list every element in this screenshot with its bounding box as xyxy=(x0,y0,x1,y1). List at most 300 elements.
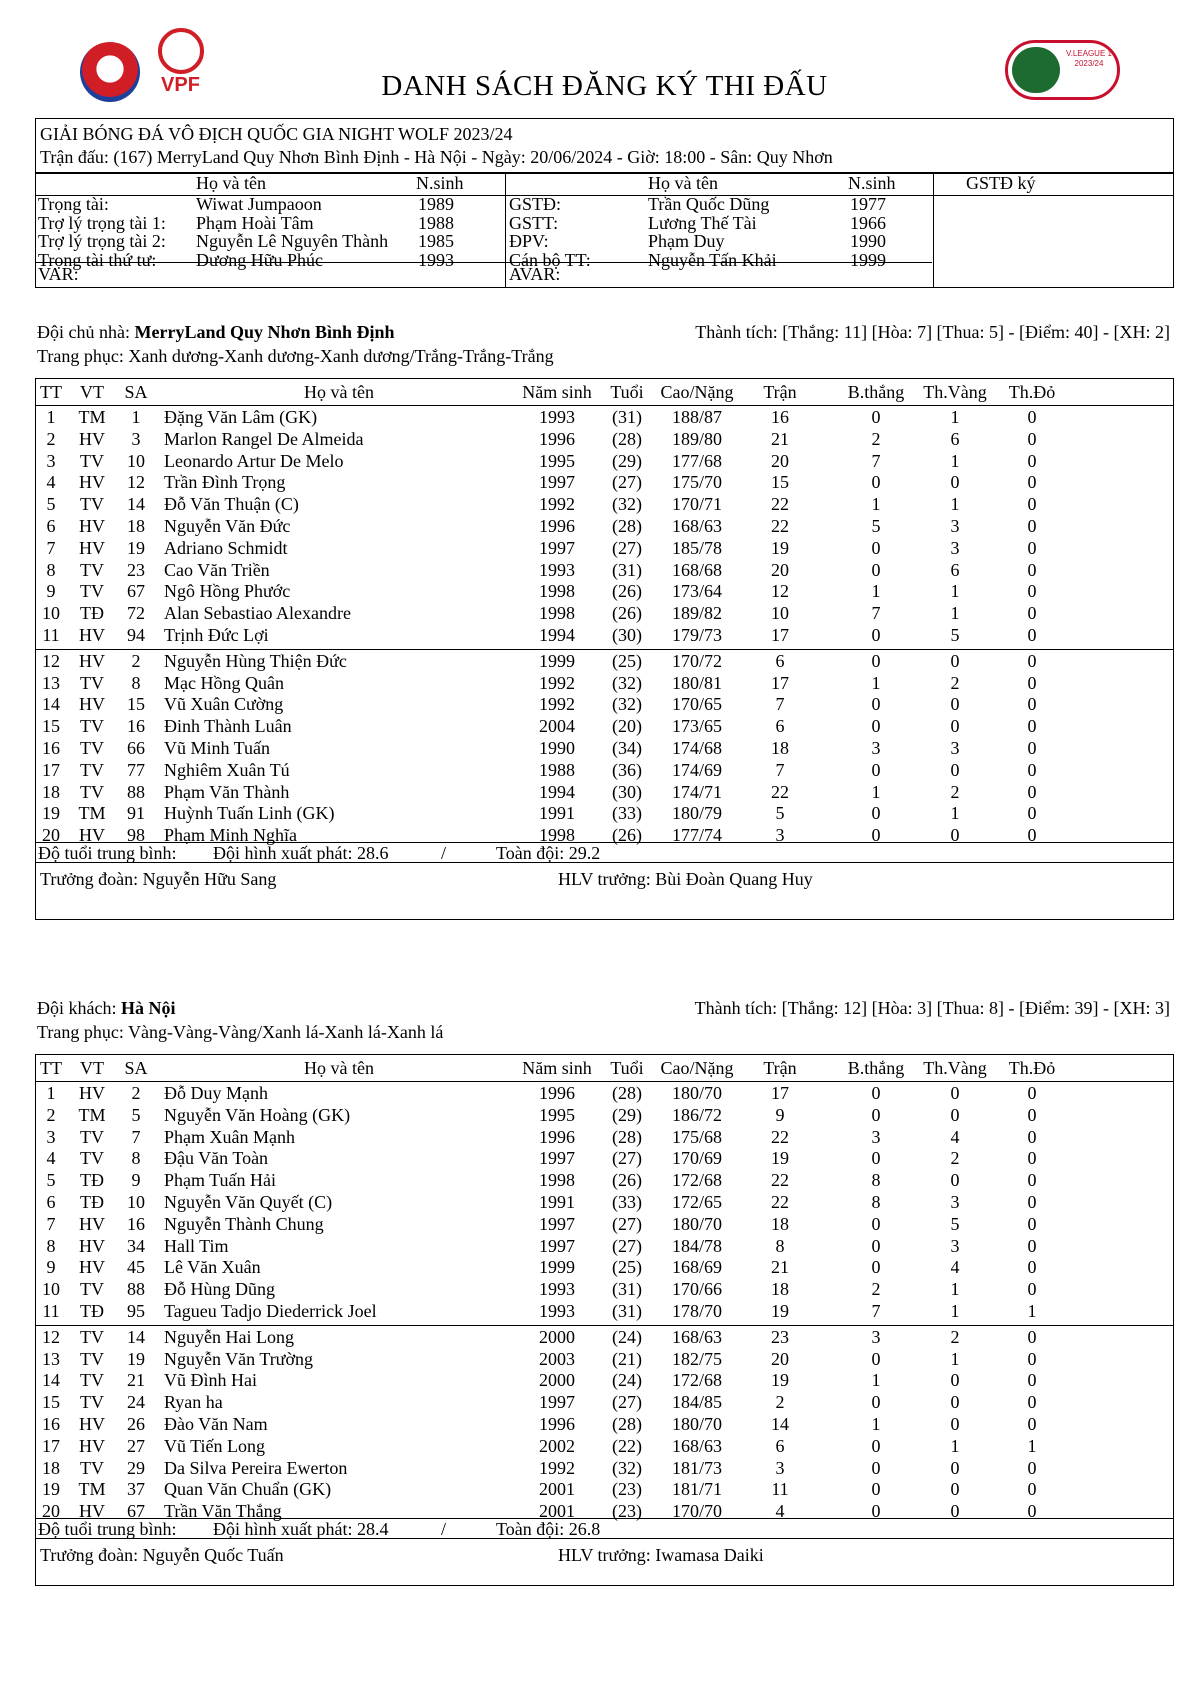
official-birth: 1989 xyxy=(418,194,454,214)
goals: 0 xyxy=(871,650,881,671)
position: HV xyxy=(79,1501,105,1522)
player-name: Đỗ Văn Thuận (C) xyxy=(164,494,299,515)
tt: 11 xyxy=(42,625,60,645)
away-team-kit: Trang phục: Vàng-Vàng-Vàng/Xanh lá-Xanh lá-Xanh lá xyxy=(37,1022,444,1042)
birth-year: 1999 xyxy=(539,1257,575,1278)
official-name: Dương Hữu Phúc xyxy=(196,249,324,270)
red-cards: 0 xyxy=(1027,1370,1037,1391)
player-name: Vũ Xuân Cường xyxy=(164,694,284,715)
height-weight: 182/75 xyxy=(671,1348,722,1369)
table-row xyxy=(36,1300,1173,1322)
matches: 2 xyxy=(775,1392,785,1413)
officials-col-birth: N.sinh xyxy=(416,173,464,193)
matches: 19 xyxy=(771,537,789,558)
away-staff-box xyxy=(35,1538,1174,1586)
away-team-header xyxy=(35,996,1174,1044)
age: (34) xyxy=(612,738,642,758)
tt: 8 xyxy=(46,1235,56,1256)
position: TV xyxy=(80,738,104,758)
yellow-cards: 5 xyxy=(950,625,960,645)
tt: 6 xyxy=(46,516,56,536)
player-name: Nguyễn Thành Chung xyxy=(164,1213,324,1234)
goals: 7 xyxy=(871,1301,881,1321)
height-weight: 189/82 xyxy=(671,603,722,624)
red-cards: 0 xyxy=(1027,516,1037,536)
table-row xyxy=(36,802,1173,824)
shirt-number: 9 xyxy=(131,1170,141,1191)
height-weight: 180/81 xyxy=(671,672,722,693)
shirt-number: 3 xyxy=(131,428,141,449)
yellow-cards: 0 xyxy=(950,759,960,780)
yellow-cards: 0 xyxy=(950,650,960,671)
age: (27) xyxy=(612,537,642,558)
table-row xyxy=(36,1326,1173,1348)
height-weight: 170/65 xyxy=(671,694,722,715)
player-name: Phạm Văn Thành xyxy=(164,781,290,802)
matches: 6 xyxy=(775,650,785,671)
tt: 5 xyxy=(46,494,56,515)
tt: 9 xyxy=(46,581,56,602)
officials-col-birth-2: N.sinh xyxy=(848,173,896,193)
player-name: Đào Văn Nam xyxy=(164,1414,268,1434)
birth-year: 1988 xyxy=(539,759,575,780)
player-name: Nguyễn Hùng Thiện Đức xyxy=(164,650,347,671)
tt: 8 xyxy=(46,559,56,580)
red-cards: 0 xyxy=(1027,494,1037,515)
age: (29) xyxy=(612,450,642,471)
red-cards: 0 xyxy=(1027,738,1037,758)
goals: 0 xyxy=(871,759,881,780)
birth-year: 1997 xyxy=(539,1213,575,1234)
age: (32) xyxy=(612,1457,642,1478)
home-head-coach: HLV trưởng: Bùi Đoàn Quang Huy xyxy=(558,869,813,889)
yellow-cards: 0 xyxy=(950,1370,960,1391)
matches: 20 xyxy=(771,1348,789,1369)
goals: 0 xyxy=(871,1501,881,1522)
red-cards: 0 xyxy=(1027,759,1037,780)
player-name: Leonardo Artur De Melo xyxy=(164,450,344,471)
away-team-manager: Trưởng đoàn: Nguyễn Quốc Tuấn xyxy=(40,1545,284,1565)
official-role: Trọng tài thứ tư: xyxy=(38,249,157,270)
home-table-header xyxy=(36,379,1173,401)
birth-year: 1997 xyxy=(539,1148,575,1169)
birth-year: 1997 xyxy=(539,1235,575,1256)
goals: 0 xyxy=(871,1257,881,1278)
away-avg-all: Toàn đội: 26.8 xyxy=(496,1519,601,1539)
official-name: Lương Thế Tài xyxy=(648,212,757,233)
height-weight: 168/63 xyxy=(671,1435,722,1456)
player-name: Marlon Rangel De Almeida xyxy=(164,428,364,449)
yellow-cards: 0 xyxy=(950,1501,960,1522)
shirt-number: 24 xyxy=(127,1392,145,1413)
red-cards: 0 xyxy=(1027,537,1037,558)
goals: 2 xyxy=(871,1279,881,1300)
yellow-cards: 0 xyxy=(950,716,960,737)
player-name: Da Silva Pereira Ewerton xyxy=(164,1457,348,1478)
red-cards: 0 xyxy=(1027,603,1037,624)
shirt-number: 12 xyxy=(127,472,145,493)
official-name: Wiwat Jumpaoon xyxy=(196,194,322,214)
matches: 21 xyxy=(771,1257,789,1278)
matches: 18 xyxy=(771,738,789,758)
height-weight: 184/78 xyxy=(671,1235,722,1256)
red-cards: 0 xyxy=(1027,803,1037,824)
height-weight: 170/71 xyxy=(671,494,722,515)
table-row xyxy=(36,406,1173,428)
height-weight: 172/68 xyxy=(671,1370,722,1391)
matches: 22 xyxy=(771,1170,789,1191)
away-head-coach: HLV trưởng: Iwamasa Daiki xyxy=(558,1545,764,1565)
position: TV xyxy=(80,759,104,780)
goals: 8 xyxy=(871,1170,881,1191)
matches: 9 xyxy=(775,1104,785,1125)
player-name: Vũ Minh Tuấn xyxy=(164,738,271,758)
height-weight: 173/65 xyxy=(671,716,722,737)
matches: 19 xyxy=(771,1301,789,1321)
red-cards: 0 xyxy=(1027,781,1037,802)
home-avg-start: Đội hình xuất phát: 28.6 xyxy=(213,843,389,863)
height-weight: 179/73 xyxy=(671,625,722,645)
column-header-player-name: Họ và tên xyxy=(304,382,374,402)
shirt-number: 14 xyxy=(127,494,145,515)
shirt-number: 29 xyxy=(127,1457,145,1478)
tt: 12 xyxy=(42,650,60,671)
red-cards: 0 xyxy=(1027,559,1037,580)
table-row xyxy=(36,1191,1173,1213)
tt: 15 xyxy=(42,1392,60,1413)
height-weight: 168/68 xyxy=(671,559,722,580)
home-team-header xyxy=(35,320,1174,368)
matches: 17 xyxy=(771,625,789,645)
tt: 7 xyxy=(46,537,56,558)
player-name: Nghiêm Xuân Tú xyxy=(164,759,290,780)
player-name: Nguyễn Hai Long xyxy=(164,1326,294,1347)
age: (27) xyxy=(612,1392,642,1413)
official-role: Cán bộ TT: xyxy=(509,249,591,270)
yellow-cards: 4 xyxy=(950,1126,960,1147)
goals: 0 xyxy=(871,1213,881,1234)
birth-year: 2001 xyxy=(539,1501,575,1522)
column-header-matches: Trận xyxy=(763,1058,797,1078)
position: TM xyxy=(78,803,106,824)
yellow-cards: 6 xyxy=(950,559,960,580)
position: HV xyxy=(79,694,105,715)
red-cards: 0 xyxy=(1027,1279,1037,1300)
column-header-shirt-number: SA xyxy=(124,382,148,402)
table-row xyxy=(36,1147,1173,1169)
player-name: Alan Sebastiao Alexandre xyxy=(164,603,351,624)
yellow-cards: 1 xyxy=(950,450,960,471)
red-cards: 1 xyxy=(1027,1435,1037,1456)
goals: 1 xyxy=(871,1414,881,1434)
table-row xyxy=(36,1256,1173,1278)
home-avg-label: Độ tuổi trung bình: xyxy=(38,843,177,863)
birth-year: 2001 xyxy=(539,1479,575,1500)
registration-sheet xyxy=(35,0,1174,1565)
player-name: Phạm Minh Nghĩa xyxy=(164,825,297,846)
shirt-number: 2 xyxy=(131,1083,141,1103)
goals: 0 xyxy=(871,472,881,493)
age: (28) xyxy=(612,1083,642,1103)
column-header-yellow-cards: Th.Vàng xyxy=(923,382,987,402)
red-cards: 0 xyxy=(1027,407,1037,427)
age: (27) xyxy=(612,472,642,493)
position: TM xyxy=(78,1104,106,1125)
away-table-header xyxy=(36,1055,1173,1077)
shirt-number: 10 xyxy=(127,450,145,471)
goals: 1 xyxy=(871,781,881,802)
away-team-record: Thành tích: [Thắng: 12] [Hòa: 3] [Thua: 8] - [Điểm: 39] - [XH: 3] xyxy=(694,998,1170,1018)
yellow-cards: 1 xyxy=(950,494,960,515)
table-row xyxy=(36,559,1173,581)
shirt-number: 45 xyxy=(127,1257,145,1278)
birth-year: 1991 xyxy=(539,1192,575,1212)
age: (21) xyxy=(612,1348,642,1369)
shirt-number: 88 xyxy=(127,1279,145,1300)
yellow-cards: 1 xyxy=(950,603,960,624)
height-weight: 170/72 xyxy=(671,650,722,671)
shirt-number: 26 xyxy=(127,1414,145,1434)
height-weight: 180/70 xyxy=(671,1213,722,1234)
position: TV xyxy=(80,1126,104,1147)
tt: 2 xyxy=(46,428,56,449)
red-cards: 0 xyxy=(1027,1192,1037,1212)
home-team-manager: Trưởng đoàn: Nguyễn Hữu Sang xyxy=(40,869,277,889)
goals: 7 xyxy=(871,450,881,471)
shirt-number: 34 xyxy=(127,1235,145,1256)
matches: 17 xyxy=(771,672,789,693)
official-birth: 1985 xyxy=(418,231,454,251)
tt: 10 xyxy=(42,1279,60,1300)
yellow-cards: 3 xyxy=(950,516,960,536)
height-weight: 170/69 xyxy=(671,1148,722,1169)
table-row xyxy=(36,493,1173,515)
height-weight: 170/66 xyxy=(671,1279,722,1300)
away-players-table xyxy=(35,1054,1174,1539)
shirt-number: 5 xyxy=(131,1104,141,1125)
column-header-shirt-number: SA xyxy=(124,1058,148,1078)
birth-year: 1991 xyxy=(539,803,575,824)
age: (27) xyxy=(612,1235,642,1256)
vpf-logo-text: VPF xyxy=(161,74,200,96)
position: HV xyxy=(79,472,105,493)
yellow-cards: 0 xyxy=(950,825,960,846)
matches: 7 xyxy=(775,694,785,715)
player-name: Nguyễn Văn Hoàng (GK) xyxy=(164,1104,351,1125)
birth-year: 1996 xyxy=(539,1414,575,1434)
player-name: Trần Văn Thắng xyxy=(164,1501,282,1522)
shirt-number: 66 xyxy=(127,738,145,758)
red-cards: 0 xyxy=(1027,428,1037,449)
red-cards: 0 xyxy=(1027,1392,1037,1413)
shirt-number: 77 xyxy=(127,759,145,780)
matches: 17 xyxy=(771,1083,789,1103)
position: HV xyxy=(79,1083,105,1103)
position: TV xyxy=(80,1279,104,1300)
yellow-cards: 1 xyxy=(950,1279,960,1300)
birth-year: 2004 xyxy=(539,716,575,737)
red-cards: 0 xyxy=(1027,1170,1037,1191)
officials-col-sign: GSTĐ ký xyxy=(966,173,1036,193)
height-weight: 189/80 xyxy=(671,428,722,449)
position: TV xyxy=(80,1348,104,1369)
table-row xyxy=(36,471,1173,493)
yellow-cards: 0 xyxy=(950,694,960,715)
column-header-birth-year: Năm sinh xyxy=(522,1058,592,1078)
table-row xyxy=(36,1435,1173,1457)
tt: 7 xyxy=(46,1213,56,1234)
home-average-age xyxy=(36,842,1173,864)
tt: 3 xyxy=(46,1126,56,1147)
table-row xyxy=(36,1169,1173,1191)
tt: 12 xyxy=(42,1326,60,1347)
home-team-title-line xyxy=(37,320,395,344)
shirt-number: 19 xyxy=(127,537,145,558)
matches: 8 xyxy=(775,1235,785,1256)
vleague-logo-text: V.LEAGUE 1 2023/24 xyxy=(1066,49,1112,68)
shirt-number: 23 xyxy=(127,559,145,580)
tt: 16 xyxy=(42,1414,60,1434)
red-cards: 0 xyxy=(1027,1501,1037,1522)
goals: 0 xyxy=(871,1479,881,1500)
yellow-cards: 0 xyxy=(950,1083,960,1103)
official-birth: 1988 xyxy=(418,212,454,233)
match-info xyxy=(35,118,1174,173)
matches: 22 xyxy=(771,1192,789,1212)
official-role: GSTĐ: xyxy=(509,194,562,214)
table-row xyxy=(36,1104,1173,1126)
goals: 0 xyxy=(871,825,881,846)
table-row xyxy=(36,693,1173,715)
position: TV xyxy=(80,781,104,802)
matches: 12 xyxy=(771,581,789,602)
yellow-cards: 2 xyxy=(950,781,960,802)
red-cards: 0 xyxy=(1027,1348,1037,1369)
birth-year: 1998 xyxy=(539,581,575,602)
position: HV xyxy=(79,516,105,536)
tt: 14 xyxy=(42,1370,60,1391)
height-weight: 181/71 xyxy=(671,1479,722,1500)
away-avg-start: Đội hình xuất phát: 28.4 xyxy=(213,1519,389,1539)
matches: 20 xyxy=(771,559,789,580)
matches: 22 xyxy=(771,494,789,515)
home-team-kit: Trang phục: Xanh dương-Xanh dương-Xanh dương/Trắng-Trắng-Trắng xyxy=(37,346,554,366)
height-weight: 181/73 xyxy=(671,1457,722,1478)
position: HV xyxy=(79,1235,105,1256)
player-name: Phạm Xuân Mạnh xyxy=(164,1126,295,1147)
birth-year: 1995 xyxy=(539,450,575,471)
shirt-number: 8 xyxy=(131,1148,141,1169)
position: HV xyxy=(79,825,105,846)
away-average-age xyxy=(36,1518,1173,1540)
birth-year: 1993 xyxy=(539,407,575,427)
matches: 10 xyxy=(771,603,789,624)
matches: 6 xyxy=(775,716,785,737)
age: (33) xyxy=(612,803,642,824)
player-name: Cao Văn Triền xyxy=(164,559,270,580)
tt: 10 xyxy=(42,603,60,624)
away-bench-divider xyxy=(36,1325,1173,1326)
yellow-cards: 0 xyxy=(950,1104,960,1125)
column-header-red-cards: Th.Đỏ xyxy=(1008,1058,1056,1078)
red-cards: 0 xyxy=(1027,1457,1037,1478)
position: TM xyxy=(78,407,106,427)
height-weight: 168/69 xyxy=(671,1257,722,1278)
red-cards: 1 xyxy=(1027,1301,1037,1321)
player-name: Vũ Tiến Long xyxy=(164,1435,266,1456)
tt: 3 xyxy=(46,450,56,471)
shirt-number: 14 xyxy=(127,1326,145,1347)
age: (32) xyxy=(612,494,642,515)
player-name: Vũ Đình Hai xyxy=(164,1370,257,1391)
birth-year: 2002 xyxy=(539,1435,575,1456)
height-weight: 168/63 xyxy=(671,1326,722,1347)
shirt-number: 21 xyxy=(127,1370,145,1391)
goals: 8 xyxy=(871,1192,881,1212)
player-name: Trịnh Đức Lợi xyxy=(164,625,269,645)
table-row xyxy=(36,715,1173,737)
age: (31) xyxy=(612,559,642,580)
yellow-cards: 1 xyxy=(950,1301,960,1321)
away-avg-label: Độ tuổi trung bình: xyxy=(38,1519,177,1539)
shirt-number: 19 xyxy=(127,1348,145,1369)
birth-year: 1993 xyxy=(539,559,575,580)
red-cards: 0 xyxy=(1027,1148,1037,1169)
red-cards: 0 xyxy=(1027,716,1037,737)
birth-year: 2000 xyxy=(539,1370,575,1391)
birth-year: 1999 xyxy=(539,650,575,671)
position: TV xyxy=(80,494,104,515)
table-row xyxy=(36,602,1173,624)
age: (25) xyxy=(612,1257,642,1278)
player-name: Lê Văn Xuân xyxy=(164,1257,261,1278)
official-birth: 1999 xyxy=(850,249,886,270)
goals: 0 xyxy=(871,803,881,824)
height-weight: 180/70 xyxy=(671,1083,722,1103)
tt: 13 xyxy=(42,672,60,693)
shirt-number: 27 xyxy=(127,1435,145,1456)
birth-year: 1996 xyxy=(539,428,575,449)
position: HV xyxy=(79,625,105,645)
player-name: Đỗ Duy Mạnh xyxy=(164,1083,268,1103)
goals: 5 xyxy=(871,516,881,536)
yellow-cards: 1 xyxy=(950,407,960,427)
goals: 1 xyxy=(871,494,881,515)
official-role: GSTT: xyxy=(509,212,559,233)
official-name: Trần Quốc Dũng xyxy=(648,194,770,214)
birth-year: 1992 xyxy=(539,494,575,515)
height-weight: 185/78 xyxy=(671,537,722,558)
red-cards: 0 xyxy=(1027,1104,1037,1125)
shirt-number: 8 xyxy=(131,672,141,693)
away-avg-slash: / xyxy=(441,1519,447,1539)
column-header-height-weight: Cao/Nặng xyxy=(660,382,734,402)
tt: 15 xyxy=(42,716,60,737)
goals: 3 xyxy=(871,1126,881,1147)
age: (26) xyxy=(612,581,642,602)
shirt-number: 15 xyxy=(127,694,145,715)
yellow-cards: 4 xyxy=(950,1257,960,1278)
position: TĐ xyxy=(80,1192,104,1212)
home-players-table xyxy=(35,378,1174,863)
matches: 16 xyxy=(771,407,789,427)
tt: 1 xyxy=(46,407,56,427)
tt: 4 xyxy=(46,1148,56,1169)
matches: 3 xyxy=(775,1457,785,1478)
shirt-number: 67 xyxy=(127,581,145,602)
official-birth: 1993 xyxy=(418,249,454,270)
birth-year: 1997 xyxy=(539,472,575,493)
